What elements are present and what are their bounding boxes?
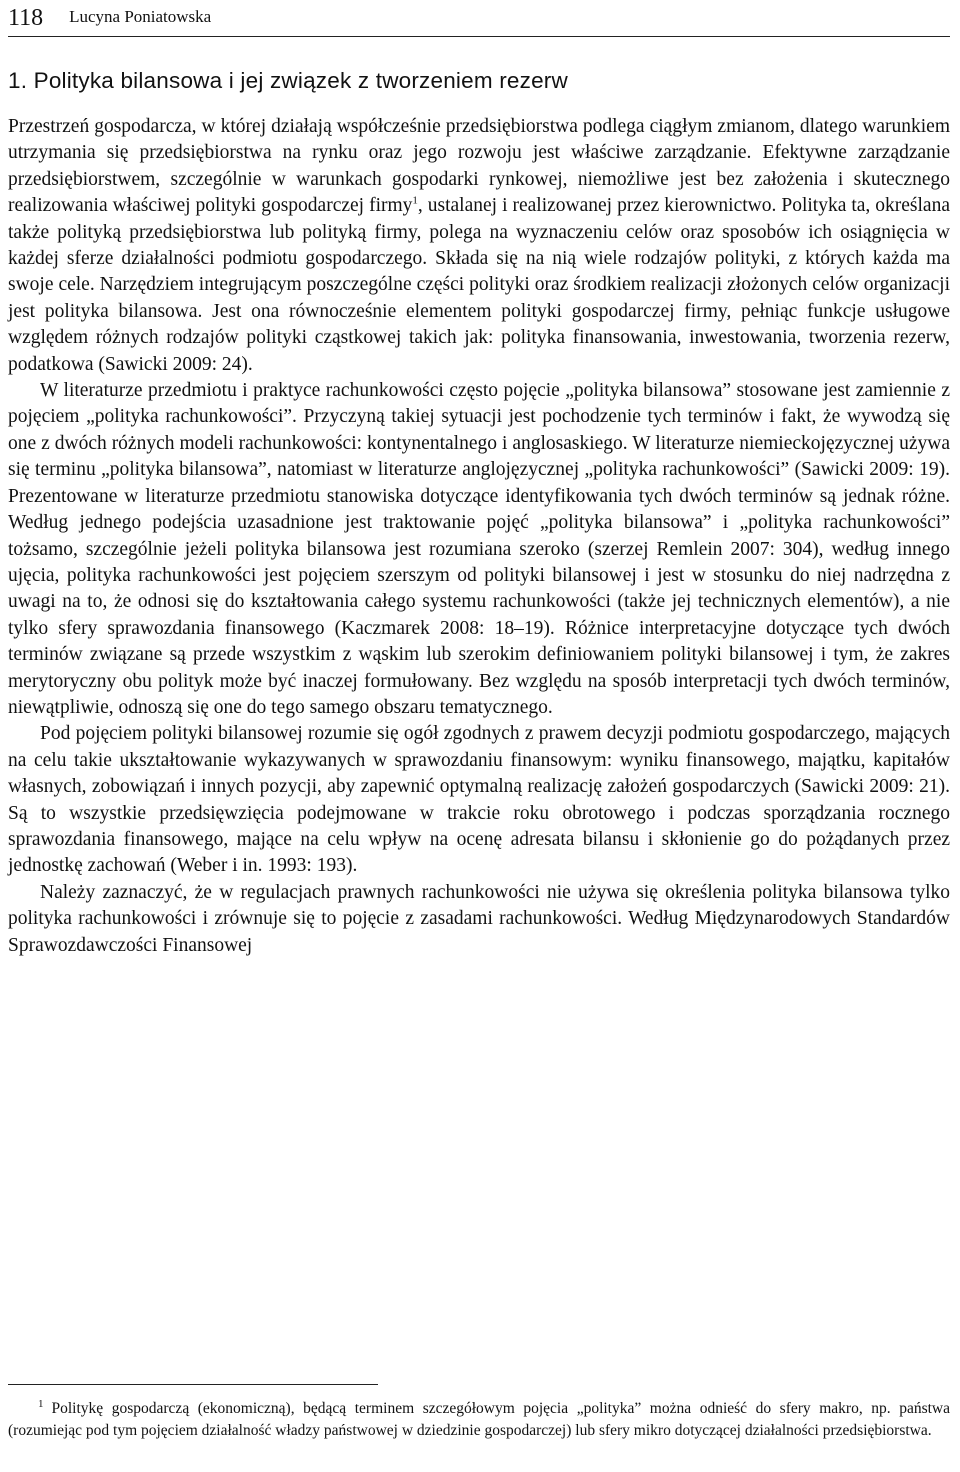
paragraph-2: W literaturze przedmiotu i praktyce rachunkowości często pojęcie „polityka bilansowa” stosowane jest zamiennie z pojęciem „polityka rachunkowości”. Przyczyną takiej sytuacji jest pochodzenie tych terminów i fakt, że wywodzą się one z dwóch różnych modeli rachunkowości: kontynentalnego i anglosaskiego. W literaturze niemieckojęzycznej używa się terminu „polityka bilansowa”, natomiast w literaturze anglojęzycznej „polityka rachunkowości” (Sawicki 2009: 19). Prezentowane w literaturze przedmiotu stanowiska dotyczące identyfikowania tych dwóch terminów są jednak różne. Według jednego podejścia uzasadnione jest traktowanie pojęć „polityka bilansowa” i „polityka rachunkowości” tożsamo, szczególnie jeżeli polityka bilansowa jest rozumiana szeroko (szerzej Remlein 2007: 304), według innego ujęcia, polityka rachunkowości jest pojęciem szerszym od polityki bilansowej i jest w stosunku do niej nadrzędna z uwagi na to, że odnosi się do kształtowania całego systemu rachunkowości (także jej technicznych elementów), a nie tylko sfery sprawozdania finansowego (Kaczmarek 2008: 18–19). Różnice interpretacyjne dotyczące tych dwóch terminów związane są przede wszystkim z wąskim lub szerokim definiowaniem polityki bilansowej i tym, że zakres merytoryczny obu polityk może być inaczej formułowany. Bez względu na sposób interpretacji tych dwóch terminów, niewątpliwie, odnoszą się one do tego samego obszaru tematycznego. <box>8 380 950 718</box>
paragraph-1-text-a: Przestrzeń gospodarcza, w której działają współcześnie przedsiębiorstwa podlega ciągłym zmianom, dlatego warunkiem utrzymania się przedsiębiorstwa na rynku oraz jego rozwoju jest właściwe zarządzanie. Efektywne zarządzanie przedsiębiorstwem, szczególnie w warunkach gospodarki rynkowej, niemożliwe jest bez założenia i skutecznego realizowania właściwej polityki gospodarczej firmy <box>8 116 950 217</box>
footnote-mark: 1 <box>38 1397 44 1410</box>
page-number: 118 <box>8 5 44 31</box>
section-title: 1. Polityka bilansowa i jej związek z tworzeniem rezerw <box>8 68 568 93</box>
running-author: Lucyna Poniatowska <box>69 7 212 26</box>
paragraph-1 <box>8 114 950 378</box>
footnote-divider <box>8 1384 378 1385</box>
running-header <box>8 0 950 37</box>
footnote-reference: 1 <box>412 194 418 207</box>
paragraph-1-text-b: , ustalanej i realizowanej przez kierownictwo. Polityka ta, określana także polityką przedsiębiorstwa lub polityką firmy, polega na wyznaczeniu celów oraz sposobów ich osiągnięcia w każdej sferze działalności podmiotu gospodarczego. Składa się na nią wiele rodzajów polityki, z których każda ma swoje cele. Narzędziem integrującym poszczególne części polityki oraz środkiem realizacji złożonych celów organizacji jest polityka bilansowa. Jest ona równocześnie elementem polityki gospodarczej firmy, pełniąc funkcje usługowe względem różnych rodzajów polityki cząstkowej takich jak: polityka finansowania, inwestowania, tworzenia rezerw, podatkowa (Sawicki 2009: 24). <box>8 195 950 375</box>
footnote-text: Politykę gospodarczą (ekonomiczną), będącą terminem szczegółowym pojęcia „polityka” można odnieść do sfery makro, np. państwa (rozumiejąc pod tym pojęciem działalność władzy państwowej w dziedzinie gospodarczej) lub sfery mikro dotyczącej działalności przedsiębiorstwa. <box>8 1400 950 1439</box>
paragraph-3: Pod pojęciem polityki bilansowej rozumie się ogół zgodnych z prawem decyzji podmiotu gospodarczego, mających na celu takie ukształtowanie wykazywanych w sprawozdaniu finansowym: wyniku finansowego, majątku, kapitałów własnych, zobowiązań i innych pozycji, aby zapewnić optymalną realizację założeń gospodarczych (Sawicki 2009: 21). Są to wszystkie przedsięwzięcia podejmowane w trakcie roku obrotowego i podczas sporządzania rocznego sprawozdania finansowego, mające na celu wpływ na ocenę adresata bilansu i skłonienie go do pożądanych przez jednostkę zachowań (Weber i in. 1993: 193). <box>8 723 950 877</box>
body-text <box>8 114 950 959</box>
footnote <box>8 1398 950 1441</box>
paragraph-4: Należy zaznaczyć, że w regulacjach prawnych rachunkowości nie używa się określenia polityka bilansowa tylko polityka rachunkowości i zrównuje się to pojęcie z zasadami rachunkowości. Według Międzynarodowych Standardów Sprawozdawczości Finansowej <box>8 881 950 956</box>
